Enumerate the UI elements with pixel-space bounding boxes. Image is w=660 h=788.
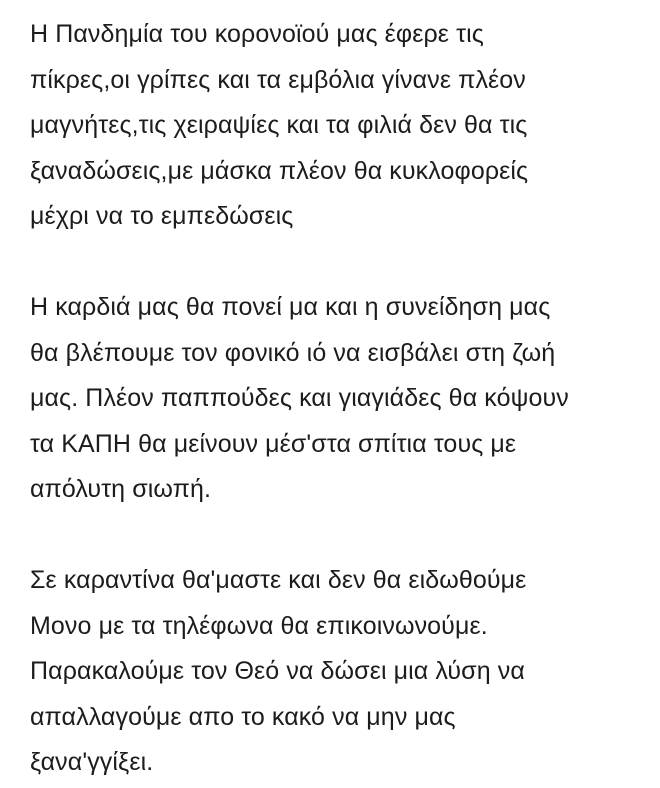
text-line: Μονο με τα τηλέφωνα θα επικοινωνούμε.	[30, 611, 488, 640]
paragraph-gap	[30, 240, 650, 286]
text-line: μέχρι να το εμπεδώσεις	[30, 202, 294, 230]
text-line: απόλυτη σιωπή.	[30, 475, 212, 503]
text-line: μαγνήτες,τις χειραψίες και τα φιλιά δεν θα τις	[30, 111, 528, 139]
text-line: Η Πανδημία του κορονοϊού μας έφερε τις	[30, 20, 484, 48]
text-line: Σε καραντίνα θα'μαστε και δεν θα ειδωθούμε	[30, 566, 527, 594]
poem-text	[30, 12, 650, 786]
paragraph-gap	[30, 513, 650, 559]
text-line: ξανα'γγίξει.	[30, 748, 154, 776]
text-line: τα ΚΑΠΗ θα μείνουν μέσ'στα σπίτια τους με	[30, 429, 517, 458]
text-line: Η καρδιά μας θα πονεί μα και η συνείδηση μας	[30, 293, 551, 321]
text-line: πίκρες,οι γρίπες και τα εμβόλια γίνανε πλέον	[30, 65, 526, 94]
paragraph-2	[30, 285, 650, 513]
text-line: απαλλαγούμε απο το κακό να μην μας	[30, 702, 456, 731]
paragraph-1	[30, 12, 650, 240]
text-line: Παρακαλούμε τον Θεό να δώσει μια λύση να	[30, 657, 525, 685]
text-line: μας. Πλέον παππούδες και γιαγιάδες θα κόψουν	[30, 384, 569, 412]
text-line: θα βλέπουμε τον φονικό ιό να εισβάλει στη ζωή	[30, 338, 556, 367]
paragraph-3	[30, 558, 650, 786]
text-line: ξαναδώσεις,με μάσκα πλέον θα κυκλοφορείς	[30, 156, 529, 185]
